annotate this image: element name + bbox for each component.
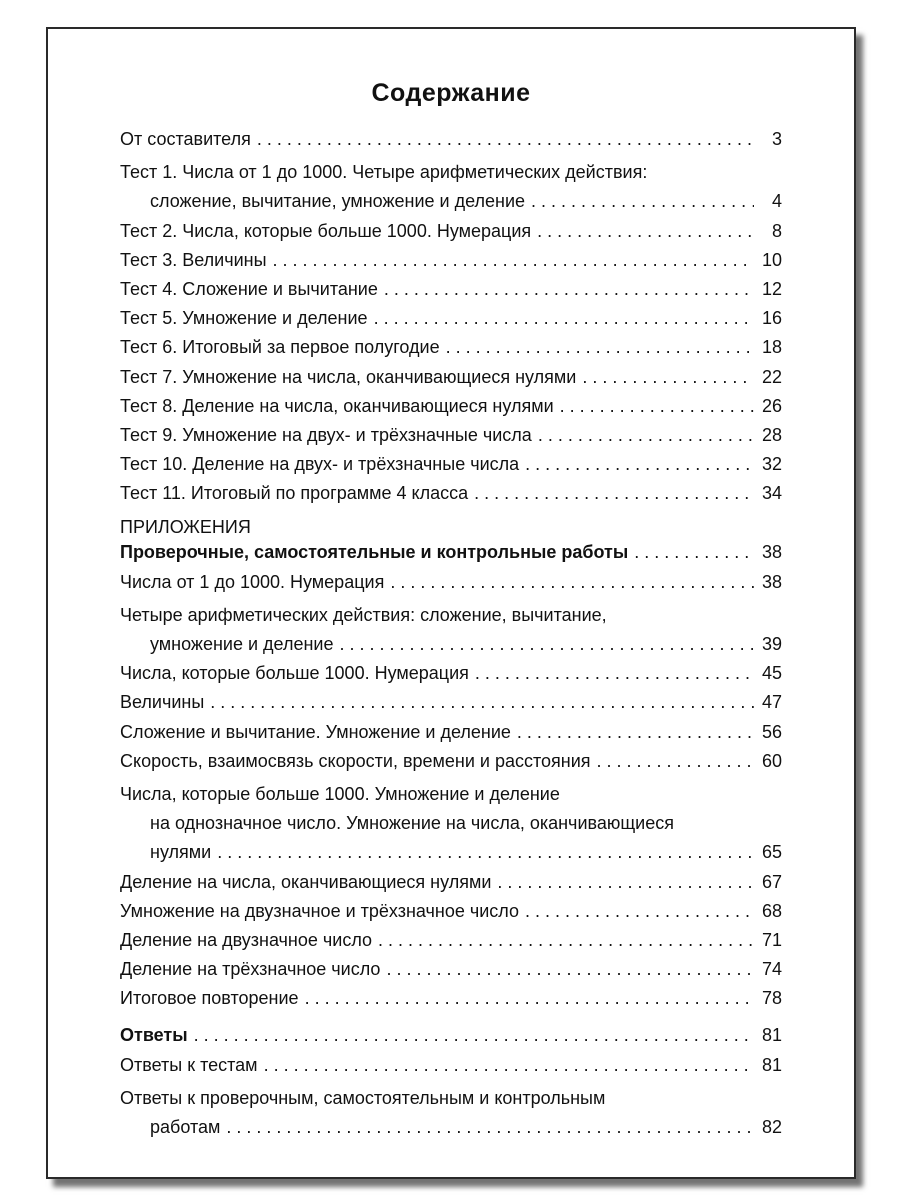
leader-dots — [384, 275, 754, 304]
leader-dots — [194, 1021, 754, 1050]
toc-entry-page: 26 — [761, 395, 782, 416]
leader-dots — [537, 217, 754, 246]
toc-entry-page: 38 — [761, 571, 782, 592]
toc-entry-page: 67 — [761, 871, 782, 892]
toc-entry-title: на однозначное число. Умножение на числа, оканчивающиеся — [150, 813, 674, 834]
toc-entry — [120, 688, 782, 717]
toc-entry-page: 45 — [761, 663, 782, 684]
leader-dots — [339, 630, 754, 659]
toc-entry-page: 82 — [761, 1117, 782, 1137]
table-of-contents — [120, 125, 782, 1142]
toc-entry-page: 56 — [761, 721, 782, 742]
toc-entry-title: Тест 5. Умножение и деление — [120, 308, 368, 329]
toc-entry-title: Деление на двузначное число — [120, 929, 373, 950]
toc-entry-page: 34 — [761, 483, 782, 504]
leader-dots — [597, 747, 754, 776]
toc-entry-title: сложение, вычитание, умножение и деление — [150, 191, 526, 212]
toc-entry-title: Умножение на двузначное и трёхзначное число — [120, 900, 519, 921]
toc-entry-title: Тест 8. Деление на числа, оканчивающиеся нулями — [120, 395, 554, 416]
spacer — [120, 1013, 782, 1021]
toc-entry-page: 78 — [761, 988, 782, 1009]
leader-dots — [525, 450, 754, 479]
toc-entry-page: 65 — [761, 842, 782, 863]
toc-entry — [120, 187, 782, 216]
leader-dots — [538, 421, 754, 450]
toc-entry-title: Величины — [120, 692, 205, 713]
toc-entry — [120, 1113, 782, 1142]
toc-entry-page: 47 — [761, 692, 782, 713]
leader-dots — [390, 568, 754, 597]
toc-entry-title: Числа от 1 до 1000. Нумерация — [120, 571, 385, 592]
spacer — [120, 508, 782, 516]
toc-entry-title: Тест 4. Сложение и вычитание — [120, 278, 378, 299]
leader-dots — [273, 246, 754, 275]
page-title: Содержание — [371, 79, 531, 107]
leader-dots — [386, 955, 754, 984]
toc-entry — [120, 897, 782, 926]
toc-entry-page: 81 — [761, 1054, 782, 1075]
toc-entry-page: 10 — [761, 249, 782, 270]
toc-entry — [120, 568, 782, 597]
toc-entry-page: 8 — [771, 220, 782, 241]
toc-entry — [120, 217, 782, 246]
leader-dots — [378, 926, 754, 955]
toc-entry — [120, 538, 782, 567]
toc-entry-page: 74 — [761, 959, 782, 980]
toc-entry — [120, 333, 782, 362]
toc-entry-page: 4 — [771, 191, 782, 212]
toc-entry-page: 38 — [761, 542, 782, 563]
toc-entry-title: Проверочные, самостоятельные и контрольные работы — [120, 542, 629, 563]
toc-entry — [120, 955, 782, 984]
toc-entry-page: 3 — [771, 129, 782, 149]
toc-entry — [120, 718, 782, 747]
toc-entry — [120, 1021, 782, 1050]
leader-dots — [446, 333, 754, 362]
toc-entry-title: Числа, которые больше 1000. Нумерация — [120, 663, 469, 684]
toc-entry — [120, 838, 782, 867]
toc-entry-page: 60 — [761, 750, 782, 771]
toc-entry-page: 68 — [761, 900, 782, 921]
toc-entry-page: 81 — [761, 1025, 782, 1046]
document-page — [46, 27, 856, 1179]
leader-dots — [497, 868, 754, 897]
toc-entry — [120, 275, 782, 304]
toc-entry-title: Деление на числа, оканчивающиеся нулями — [120, 871, 492, 892]
toc-entry — [120, 659, 782, 688]
toc-entry-title: работам — [150, 1117, 221, 1137]
leader-dots — [475, 659, 754, 688]
toc-entry-title: Сложение и вычитание. Умножение и деление — [120, 721, 511, 742]
toc-entry — [120, 630, 782, 659]
toc-entry — [120, 926, 782, 955]
toc-entry — [120, 479, 782, 508]
toc-entry-title: нулями — [150, 842, 212, 863]
toc-entry-title: Тест 3. Величины — [120, 249, 267, 270]
toc-entry-title: Итоговое повторение — [120, 988, 299, 1009]
toc-entry — [120, 421, 782, 450]
toc-entry — [120, 392, 782, 421]
leader-dots — [525, 897, 754, 926]
toc-entry-page: 22 — [761, 366, 782, 387]
toc-entry — [120, 363, 782, 392]
toc-entry-title: Четыре арифметических действия: сложение, вычитание, — [120, 604, 607, 625]
leader-dots — [226, 1113, 754, 1142]
leader-dots — [257, 125, 754, 154]
leader-dots — [474, 479, 754, 508]
leader-dots — [264, 1051, 754, 1080]
toc-entry — [120, 246, 782, 275]
toc-entry-title: Тест 11. Итоговый по программе 4 класса — [120, 483, 469, 504]
toc-entry-title: Тест 7. Умножение на числа, оканчивающиеся нулями — [120, 366, 577, 387]
toc-entry-title: Числа, которые больше 1000. Умножение и деление — [120, 783, 560, 804]
toc-entry-title: Ответы к проверочным, самостоятельным и контрольным — [120, 1087, 606, 1108]
leader-dots — [517, 718, 754, 747]
toc-entry — [120, 450, 782, 479]
toc-entry — [120, 1051, 782, 1080]
toc-entry — [120, 747, 782, 776]
toc-entry-page: 71 — [761, 929, 782, 950]
toc-entry-page: 32 — [761, 454, 782, 475]
toc-entry — [120, 304, 782, 333]
toc-entry-page: 12 — [761, 278, 782, 299]
toc-entry-page: 28 — [761, 424, 782, 445]
leader-dots — [560, 392, 754, 421]
toc-entry-title: Деление на трёхзначное число — [120, 959, 381, 980]
leader-dots — [374, 304, 754, 333]
leader-dots — [531, 187, 754, 216]
toc-entry-title: Тест 10. Деление на двух- и трёхзначные числа — [120, 454, 520, 475]
toc-entry-title: Тест 6. Итоговый за первое полугодие — [120, 337, 440, 358]
toc-entry — [120, 984, 782, 1013]
toc-entry-title: Тест 2. Числа, которые больше 1000. Нумерация — [120, 220, 532, 241]
leader-dots — [217, 838, 754, 867]
toc-entry-title: От составителя — [120, 129, 251, 149]
leader-dots — [634, 538, 754, 567]
section-heading: ПРИЛОЖЕНИЯ — [120, 517, 251, 538]
toc-entry-title: умножение и деление — [150, 634, 334, 654]
toc-entry-title: Скорость, взаимосвязь скорости, времени и расстояния — [120, 750, 591, 771]
toc-entry-page: 18 — [761, 337, 782, 358]
toc-entry-page: 16 — [761, 308, 782, 329]
toc-entry-title: Ответы к тестам — [120, 1054, 258, 1075]
leader-dots — [210, 688, 754, 717]
leader-dots — [582, 363, 754, 392]
toc-entry-page: 39 — [761, 634, 782, 654]
toc-entry-title: Тест 9. Умножение на двух- и трёхзначные числа — [120, 424, 532, 445]
toc-entry-title: Ответы — [120, 1025, 188, 1046]
toc-entry-title: Тест 1. Числа от 1 до 1000. Четыре арифметических действия: — [120, 162, 648, 183]
toc-entry — [120, 125, 782, 154]
leader-dots — [305, 984, 754, 1013]
toc-entry — [120, 868, 782, 897]
